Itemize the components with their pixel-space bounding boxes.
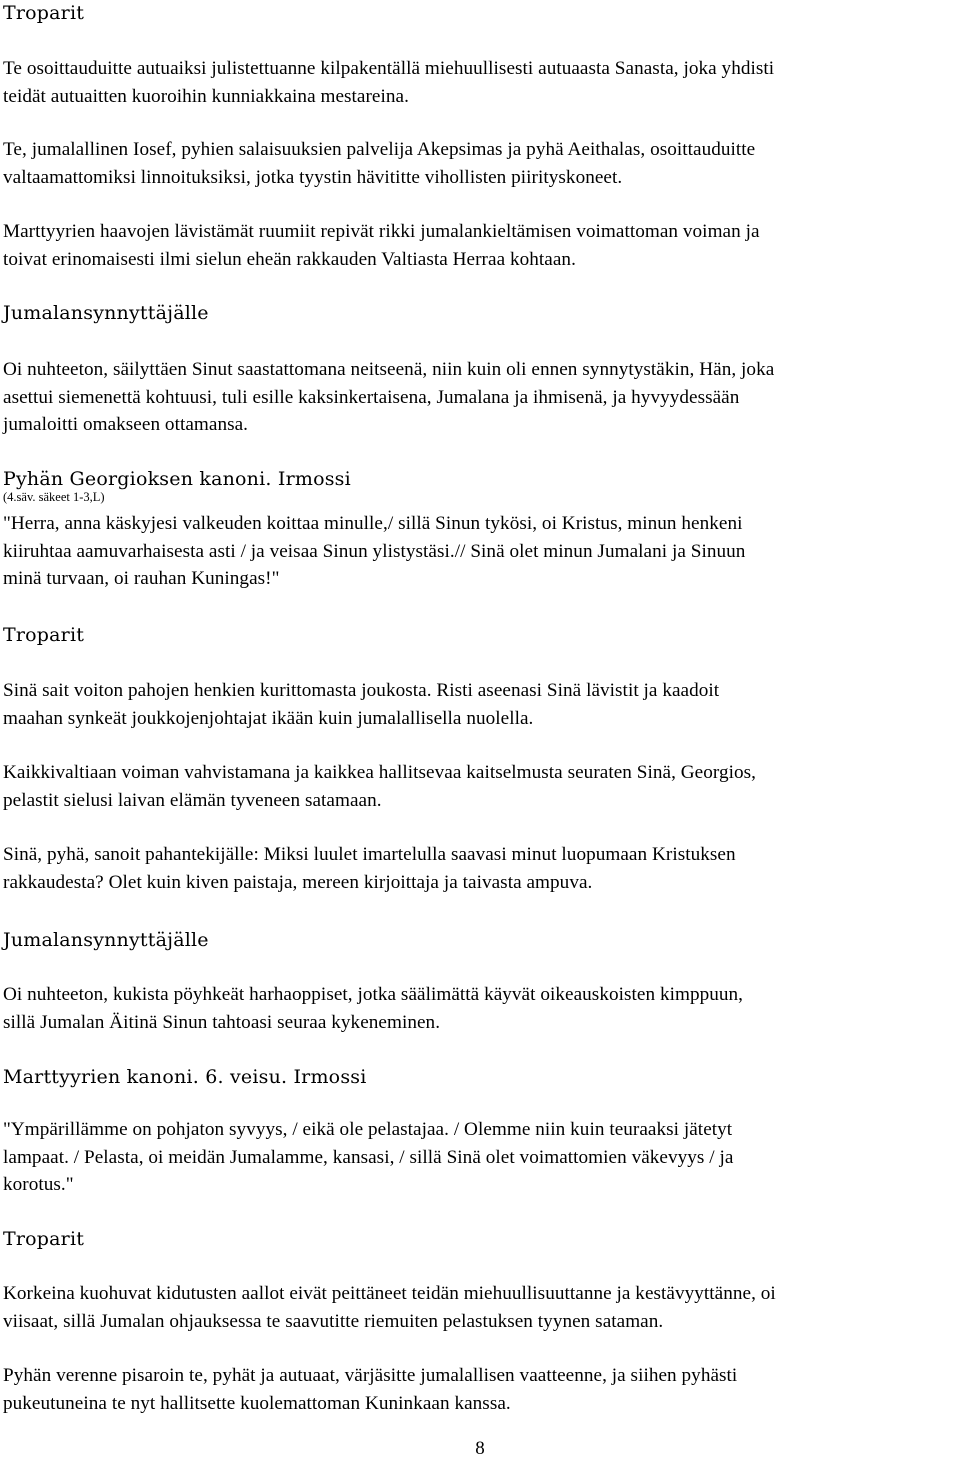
section-heading: Jumalansynnyttäjälle <box>3 929 209 951</box>
text-line: Sinä sait voiton pahojen henkien kurittomasta joukosta. Risti aseenasi Sinä lävistit ja kaadoit <box>3 680 720 701</box>
tone-note: (4.säv. säkeet 1-3,L) <box>3 490 105 504</box>
text-line: Korkeina kuohuvat kidutusten aallot eivät peittäneet teidän miehuullisuuttanne ja kestävyyttänne, oi <box>3 1283 776 1304</box>
paragraph <box>3 981 953 1036</box>
section-heading: Troparit <box>3 624 85 646</box>
text-line: pelastit sielusi laivan elämän tyveneen satamaan. <box>3 789 382 811</box>
text-line: jumaloitti omakseen ottamansa. <box>3 414 249 435</box>
paragraph <box>3 1362 953 1417</box>
text-line: sillä Jumalan Äitinä Sinun tahtoasi seuraa kykeneminen. <box>3 1011 441 1033</box>
text-line: pukeutuneina te nyt hallitsette kuolemattoman Kuninkaan kanssa. <box>3 1392 511 1414</box>
paragraph <box>3 136 953 191</box>
page-number: 8 <box>475 1438 485 1459</box>
paragraph <box>3 841 953 896</box>
text-line: "Ympärillämme on pohjaton syvyys, / eikä ole pelastajaa. / Olemme niin kuin teuraaksi jätetyt <box>3 1119 733 1140</box>
paragraph <box>3 510 953 593</box>
text-line: Sinä, pyhä, sanoit pahantekijälle: Miksi luulet imartelulla saavasi minut luopumaan Kristuksen <box>3 844 736 865</box>
paragraph <box>3 677 953 732</box>
text-line: teidät autuaitten kuoroihin kunniakkaina mestareina. <box>3 85 409 107</box>
text-line: Kaikkivaltiaan voiman vahvistamana ja kaikkea hallitsevaa kaitselmusta seuraten Sinä, Georgios, <box>3 762 757 783</box>
text-line: toivat erinomaisesti ilmi sielun eheän rakkauden Valtiasta Herraa kohtaan. <box>3 248 576 270</box>
text-line: viisaat, sillä Jumalan ohjauksessa te saavutitte riemuiten pelastuksen tyynen sataman. <box>3 1310 664 1332</box>
text-line: Te, jumalallinen Iosef, pyhien salaisuuksien palvelija Akepsimas ja pyhä Aeithalas, osoittauduitte <box>3 139 756 160</box>
section-heading: Marttyyrien kanoni. 6. veisu. Irmossi <box>3 1066 367 1088</box>
text-line: maahan synkeät joukkojenjohtajat ikään kuin jumalallisella nuolella. <box>3 707 534 729</box>
text-line: Pyhän verenne pisaroin te, pyhät ja autuaat, värjäsitte jumalallisen vaatteenne, ja siihen pyhästi <box>3 1365 738 1386</box>
paragraph <box>3 1116 953 1199</box>
text-line: Marttyyrien haavojen lävistämät ruumiit repivät rikki jumalankieltämisen voimattoman voiman ja <box>3 221 760 242</box>
paragraph <box>3 218 953 273</box>
paragraph <box>3 356 953 439</box>
text-line: minä turvaan, oi rauhan Kuningas!" <box>3 568 280 589</box>
text-line: Oi nuhteeton, kukista pöyhkeät harhaoppiset, jotka säälimättä käyvät oikeauskoisten kimppuun, <box>3 984 744 1005</box>
text-line: valtaamattomiksi linnoituksiksi, jotka tyystin hävititte vihollisten piirityskoneet. <box>3 166 623 188</box>
text-line: korotus." <box>3 1174 74 1195</box>
text-line: Te osoittauduitte autuaiksi julistettuanne kilpakentällä miehuullisesti autuaasta Sanasta, joka yhdisti <box>3 58 775 79</box>
text-line: asettui siemenettä kohtuusi, tuli esille kaksinkertaisena, Jumalana ja ihmisenä, ja hyvyydessään <box>3 386 740 408</box>
section-heading: Pyhän Georgioksen kanoni. Irmossi <box>3 468 351 490</box>
text-line: kiiruhtaa aamuvarhaisesta asti / ja veisaa Sinun ylistystäsi.// Sinä olet minun Jumalani ja Sinuun <box>3 540 746 562</box>
section-heading: Jumalansynnyttäjälle <box>3 302 209 324</box>
text-line: rakkaudesta? Olet kuin kiven paistaja, mereen kirjoittaja ja taivasta ampuva. <box>3 871 593 893</box>
text-line: lampaat. / Pelasta, oi meidän Jumalamme, kansasi, / sillä Sinä olet voimattomien väkevyys / ja <box>3 1146 734 1168</box>
text-line: Oi nuhteeton, säilyttäen Sinut saastattomana neitseenä, niin kuin oli ennen synnytystäkin, Hän, joka <box>3 359 775 380</box>
paragraph <box>3 55 953 110</box>
section-heading: Troparit <box>3 1228 85 1250</box>
paragraph <box>3 759 953 814</box>
text-line: "Herra, anna käskyjesi valkeuden koittaa minulle,/ sillä Sinun tykösi, oi Kristus, minun henkeni <box>3 513 743 534</box>
paragraph <box>3 1280 953 1335</box>
section-heading: Troparit <box>3 2 85 24</box>
